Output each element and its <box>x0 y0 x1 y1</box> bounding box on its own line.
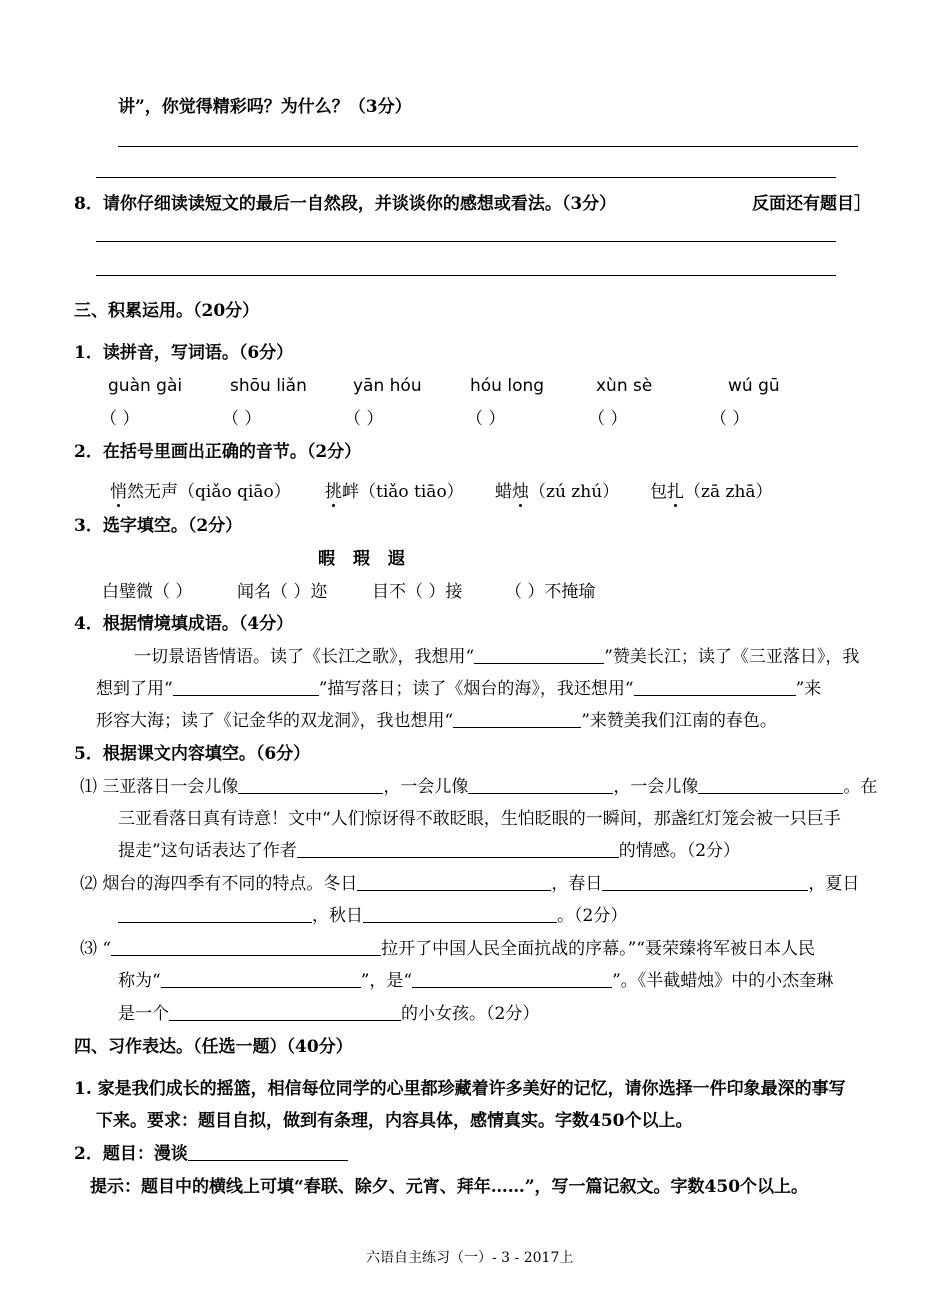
pronunciation-item[interactable]: 悄然无声（qiǎo qiāo） <box>110 482 291 502</box>
answer-paren[interactable]: （ ） <box>344 409 384 429</box>
page-note: 反面还有题目］ <box>752 194 871 214</box>
answer-line[interactable] <box>96 275 836 276</box>
answer-blank[interactable] <box>634 679 796 696</box>
answer-blank[interactable] <box>468 777 613 794</box>
writing-hint: 提示：题目中的横线上可填“春联、除夕、元宵、拜年……”，写一篇记叙文。字数450个以上。 <box>90 1177 809 1197</box>
answer-paren[interactable]: （ ） <box>710 409 750 429</box>
answer-blank[interactable] <box>357 874 551 891</box>
answer-paren[interactable]: （ ） <box>466 409 506 429</box>
pinyin-item: wú gū <box>728 376 780 396</box>
fill-line: 称为“ ”，是“ ”。《半截蜡烛》中的小杰奎琳 <box>118 971 834 991</box>
answer-blank[interactable] <box>297 841 619 858</box>
writing-prompt: 下来。要求：题目自拟，做到有条理，内容具体，感情真实。字数450个以上。 <box>96 1111 693 1131</box>
question-title: 4．根据情境填成语。（4分） <box>74 614 294 634</box>
writing-title-line: 2．题目：漫谈 <box>74 1143 348 1165</box>
answer-blank[interactable] <box>111 939 381 956</box>
answer-paren[interactable]: （ ） <box>222 409 262 429</box>
question-title: 2．在括号里画出正确的音节。（2分） <box>74 442 362 462</box>
fill-line: ⑵ 烟台的海四季有不同的特点。冬日 ，春日 ，夏日 <box>80 874 860 894</box>
question-title: 5．根据课文内容填空。（6分） <box>74 744 311 764</box>
answer-paren[interactable]: （ ） <box>100 409 140 429</box>
section-title: 三、积累运用。（20分） <box>74 301 260 321</box>
answer-blank[interactable] <box>118 906 312 923</box>
q8-text: 8．请你仔细读读短文的最后一自然段，并谈谈你的感想或看法。（3分） <box>74 194 617 214</box>
fill-line: 是一个 的小女孩。（2分） <box>118 1004 540 1024</box>
answer-blank[interactable] <box>412 971 612 988</box>
pinyin-item: hóu long <box>470 376 545 396</box>
q7-text: 讲”，你觉得精彩吗？为什么？（3分） <box>118 97 412 117</box>
fill-item[interactable]: 目不（ ）接 <box>372 582 463 602</box>
fill-line: ，秋日 。（2分） <box>118 905 627 927</box>
answer-blank[interactable] <box>363 906 557 923</box>
answer-line[interactable] <box>118 146 858 147</box>
fill-item[interactable]: 闻名（ ）迩 <box>237 582 328 602</box>
pinyin-item: shōu liǎn <box>230 376 307 396</box>
idiom-line: 形容大海；读了《记金华的双龙洞》，我也想用“ ”来赞美我们江南的春色。 <box>96 711 777 731</box>
writing-prompt: 1. 家是我们成长的摇篮，相信每位同学的心里都珍藏着许多美好的记忆，请你选择一件印象最深的事写 <box>74 1079 846 1099</box>
answer-blank[interactable] <box>161 971 361 988</box>
fill-line: 提走”这句话表达了作者 的情感。（2分） <box>118 841 741 861</box>
fill-line: ⑴ 三亚落日一会儿像 ，一会儿像 ，一会儿像 。在 <box>80 777 878 797</box>
fill-item[interactable]: （ ）不掩瑜 <box>505 582 596 602</box>
question-title: 3．选字填空。（2分） <box>74 516 243 536</box>
question-title: 1．读拼音，写词语。（6分） <box>74 343 294 363</box>
character-options: 暇 瑕 遐 <box>318 549 411 569</box>
answer-blank[interactable] <box>169 1004 401 1021</box>
section-title: 四、习作表达。（任选一题）（40分） <box>74 1037 353 1057</box>
answer-blank[interactable] <box>474 647 604 664</box>
answer-blank[interactable] <box>173 679 319 696</box>
pinyin-item: guàn gài <box>108 376 183 396</box>
page-footer: 六语自主练习（一）- 3 - 2017上 <box>366 1250 574 1266</box>
pinyin-item: xùn sè <box>596 376 653 396</box>
pronunciation-item[interactable]: 包扎（zā zhā） <box>650 482 773 502</box>
pronunciation-item[interactable]: 挑衅（tiǎo tiāo） <box>325 482 464 502</box>
answer-blank[interactable] <box>238 777 383 794</box>
answer-line[interactable] <box>96 177 836 178</box>
fill-line: 三亚看落日真有诗意！文中“人们惊讶得不敢眨眼，生怕眨眼的一瞬间，那盏红灯笼会被一只巨手 <box>118 809 841 829</box>
fill-item[interactable]: 白璧微（ ） <box>102 582 193 602</box>
answer-blank[interactable] <box>602 874 808 891</box>
answer-line[interactable] <box>96 241 836 242</box>
idiom-line: 一切景语皆情语。读了《长江之歌》，我想用“ ”赞美长江；读了《三亚落日》，我 <box>134 647 860 667</box>
answer-blank[interactable] <box>698 777 843 794</box>
answer-paren[interactable]: （ ） <box>588 409 628 429</box>
pronunciation-item[interactable]: 蜡烛（zú zhú） <box>495 482 620 502</box>
title-blank[interactable] <box>188 1144 348 1161</box>
idiom-line: 想到了用“ ”描写落日；读了《烟台的海》，我还想用“ ”来 <box>96 679 822 699</box>
answer-blank[interactable] <box>453 711 581 728</box>
fill-line: ⑶ “ 拉开了中国人民全面抗战的序幕。”“聂荣臻将军被日本人民 <box>80 939 815 959</box>
pinyin-item: yān hóu <box>353 376 422 396</box>
